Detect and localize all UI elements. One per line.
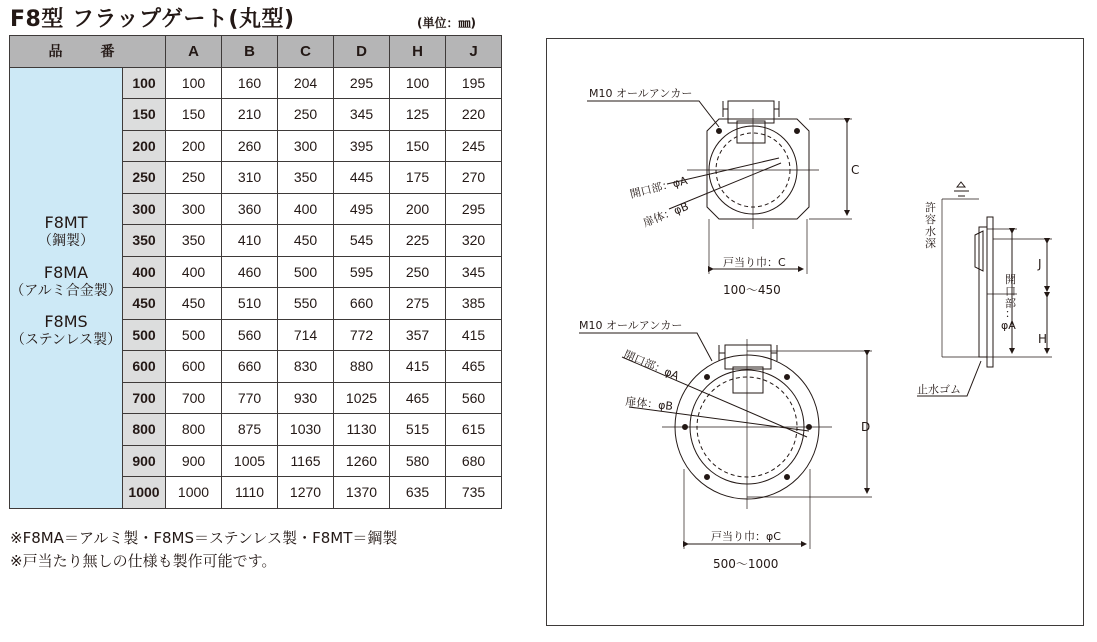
header-j: J xyxy=(446,36,502,68)
model-group-cell xyxy=(10,67,123,508)
value-cell-h: 100 xyxy=(390,67,446,99)
top-frame xyxy=(707,119,809,219)
bottom-view xyxy=(579,333,872,549)
top-range-label: 100～450 xyxy=(723,283,781,297)
value-cell-j: 560 xyxy=(446,382,502,414)
value-cell-a: 400 xyxy=(166,256,222,288)
note-line: ※戸当たり無しの仕様も製作可能です。 xyxy=(10,552,277,570)
side-label-char: 水 xyxy=(925,225,936,238)
side-rubber-label: 止水ゴム xyxy=(917,383,961,396)
side-label-char: 口 xyxy=(1005,285,1016,298)
value-cell-j: 680 xyxy=(446,445,502,477)
technical-drawing xyxy=(546,38,1084,626)
header-c: C xyxy=(278,36,334,68)
value-cell-a: 700 xyxy=(166,382,222,414)
unit-label: (単位：㎜) xyxy=(417,16,476,30)
bottom-range-label: 500～1000 xyxy=(713,557,779,571)
value-cell-d: 1025 xyxy=(334,382,390,414)
bottom-opening-label: 開口部：φA xyxy=(621,347,682,383)
value-cell-d: 1370 xyxy=(334,477,390,509)
model-material: （鋼製） xyxy=(38,233,94,250)
model-code: F8MT xyxy=(44,213,88,233)
side-frame xyxy=(987,217,993,367)
value-cell-a: 450 xyxy=(166,288,222,320)
size-cell: 800 xyxy=(123,414,166,446)
value-cell-h: 635 xyxy=(390,477,446,509)
value-cell-b: 360 xyxy=(222,193,278,225)
size-cell: 900 xyxy=(123,445,166,477)
value-cell-d: 445 xyxy=(334,162,390,194)
value-cell-a: 600 xyxy=(166,351,222,383)
top-anchor-label: M10 オールアンカー xyxy=(589,87,693,100)
value-cell-h: 225 xyxy=(390,225,446,257)
value-cell-a: 150 xyxy=(166,99,222,131)
value-cell-j: 465 xyxy=(446,351,502,383)
value-cell-c: 350 xyxy=(278,162,334,194)
side-opening-label xyxy=(1001,273,1016,332)
value-cell-j: 415 xyxy=(446,319,502,351)
value-cell-c: 250 xyxy=(278,99,334,131)
value-cell-j: 245 xyxy=(446,130,502,162)
value-cell-b: 310 xyxy=(222,162,278,194)
side-label-char: 容 xyxy=(925,213,936,226)
value-cell-c: 1030 xyxy=(278,414,334,446)
bottom-seat-width-label: 戸当り巾：φC xyxy=(711,530,781,543)
header-h: H xyxy=(390,36,446,68)
water-level-mark xyxy=(954,182,969,196)
value-cell-j: 270 xyxy=(446,162,502,194)
value-cell-a: 250 xyxy=(166,162,222,194)
value-cell-a: 300 xyxy=(166,193,222,225)
top-door-label: 扉体：φB xyxy=(641,199,691,230)
value-cell-h: 415 xyxy=(390,351,446,383)
value-cell-c: 204 xyxy=(278,67,334,99)
value-cell-c: 550 xyxy=(278,288,334,320)
value-cell-b: 210 xyxy=(222,99,278,131)
side-label-char: φA xyxy=(1001,319,1016,332)
value-cell-b: 510 xyxy=(222,288,278,320)
bottom-door-label: 扉体：φB xyxy=(624,395,674,413)
size-cell: 400 xyxy=(123,256,166,288)
value-cell-j: 295 xyxy=(446,193,502,225)
model-code: F8MS xyxy=(44,312,88,332)
value-cell-h: 465 xyxy=(390,382,446,414)
header-d: D xyxy=(334,36,390,68)
side-label-char: 深 xyxy=(925,237,936,250)
size-cell: 350 xyxy=(123,225,166,257)
value-cell-d: 295 xyxy=(334,67,390,99)
value-cell-c: 830 xyxy=(278,351,334,383)
value-cell-b: 875 xyxy=(222,414,278,446)
size-cell: 300 xyxy=(123,193,166,225)
value-cell-b: 1005 xyxy=(222,445,278,477)
value-cell-a: 900 xyxy=(166,445,222,477)
value-cell-c: 1270 xyxy=(278,477,334,509)
side-water-depth-label xyxy=(925,201,936,250)
drawing-svg xyxy=(547,39,1085,627)
value-cell-a: 100 xyxy=(166,67,222,99)
side-label-char: 開 xyxy=(1005,273,1016,286)
value-cell-d: 1130 xyxy=(334,414,390,446)
value-cell-b: 560 xyxy=(222,319,278,351)
value-cell-c: 400 xyxy=(278,193,334,225)
size-cell: 700 xyxy=(123,382,166,414)
value-cell-c: 714 xyxy=(278,319,334,351)
side-label-char: 許 xyxy=(925,201,936,214)
value-cell-h: 580 xyxy=(390,445,446,477)
value-cell-j: 385 xyxy=(446,288,502,320)
size-cell: 1000 xyxy=(123,477,166,509)
value-cell-a: 500 xyxy=(166,319,222,351)
value-cell-c: 300 xyxy=(278,130,334,162)
table-row xyxy=(10,67,502,99)
value-cell-h: 250 xyxy=(390,256,446,288)
page-title: F8型 フラップゲート(丸型) xyxy=(10,7,295,32)
value-cell-h: 150 xyxy=(390,130,446,162)
value-cell-d: 880 xyxy=(334,351,390,383)
bottom-dim-d: D xyxy=(861,420,871,434)
bottom-anchor-label: M10 オールアンカー xyxy=(579,319,683,332)
value-cell-b: 260 xyxy=(222,130,278,162)
value-cell-j: 195 xyxy=(446,67,502,99)
value-cell-h: 515 xyxy=(390,414,446,446)
value-cell-b: 660 xyxy=(222,351,278,383)
value-cell-j: 615 xyxy=(446,414,502,446)
model-code: F8MA xyxy=(43,262,89,282)
side-dim-j: J xyxy=(1038,257,1042,271)
value-cell-j: 735 xyxy=(446,477,502,509)
value-cell-d: 660 xyxy=(334,288,390,320)
value-cell-a: 800 xyxy=(166,414,222,446)
value-cell-c: 930 xyxy=(278,382,334,414)
size-cell: 500 xyxy=(123,319,166,351)
size-cell: 150 xyxy=(123,99,166,131)
side-dim-h: H xyxy=(1038,332,1048,346)
value-cell-d: 595 xyxy=(334,256,390,288)
top-hinge-plate xyxy=(737,121,765,143)
value-cell-d: 772 xyxy=(334,319,390,351)
value-cell-h: 357 xyxy=(390,319,446,351)
top-seat-width-label: 戸当り巾：C xyxy=(723,256,786,269)
size-cell: 600 xyxy=(123,351,166,383)
table-header-row xyxy=(10,36,502,68)
value-cell-h: 275 xyxy=(390,288,446,320)
value-cell-h: 175 xyxy=(390,162,446,194)
value-cell-a: 1000 xyxy=(166,477,222,509)
top-hinge xyxy=(728,101,774,123)
side-label-char: ： xyxy=(1005,307,1016,320)
value-cell-b: 460 xyxy=(222,256,278,288)
value-cell-h: 125 xyxy=(390,99,446,131)
value-cell-b: 770 xyxy=(222,382,278,414)
value-cell-b: 410 xyxy=(222,225,278,257)
value-cell-c: 500 xyxy=(278,256,334,288)
size-cell: 200 xyxy=(123,130,166,162)
value-cell-j: 345 xyxy=(446,256,502,288)
value-cell-d: 1260 xyxy=(334,445,390,477)
header-a: A xyxy=(166,36,222,68)
value-cell-c: 450 xyxy=(278,225,334,257)
size-cell: 450 xyxy=(123,288,166,320)
value-cell-h: 200 xyxy=(390,193,446,225)
value-cell-d: 345 xyxy=(334,99,390,131)
value-cell-a: 350 xyxy=(166,225,222,257)
value-cell-j: 220 xyxy=(446,99,502,131)
value-cell-b: 160 xyxy=(222,67,278,99)
model-material: （アルミ合金製） xyxy=(10,282,122,299)
value-cell-a: 200 xyxy=(166,130,222,162)
value-cell-d: 545 xyxy=(334,225,390,257)
size-cell: 100 xyxy=(123,67,166,99)
model-material: （ステンレス製） xyxy=(10,332,122,349)
value-cell-d: 495 xyxy=(334,193,390,225)
spec-table xyxy=(9,35,502,509)
value-cell-c: 1165 xyxy=(278,445,334,477)
top-dim-c: C xyxy=(851,163,860,177)
top-opening-label: 開口部：φA xyxy=(628,174,689,201)
notes xyxy=(10,527,397,573)
header-b: B xyxy=(222,36,278,68)
top-view xyxy=(587,101,852,274)
size-cell: 250 xyxy=(123,162,166,194)
note-line: ※F8MA＝アルミ製・F8MS＝ステンレス製・F8MT＝鋼製 xyxy=(10,529,398,547)
side-view xyxy=(917,182,1052,396)
value-cell-b: 1110 xyxy=(222,477,278,509)
side-label-char: 部 xyxy=(1005,297,1016,310)
value-cell-j: 320 xyxy=(446,225,502,257)
header-hinban: 品 番 xyxy=(10,36,166,68)
value-cell-d: 395 xyxy=(334,130,390,162)
